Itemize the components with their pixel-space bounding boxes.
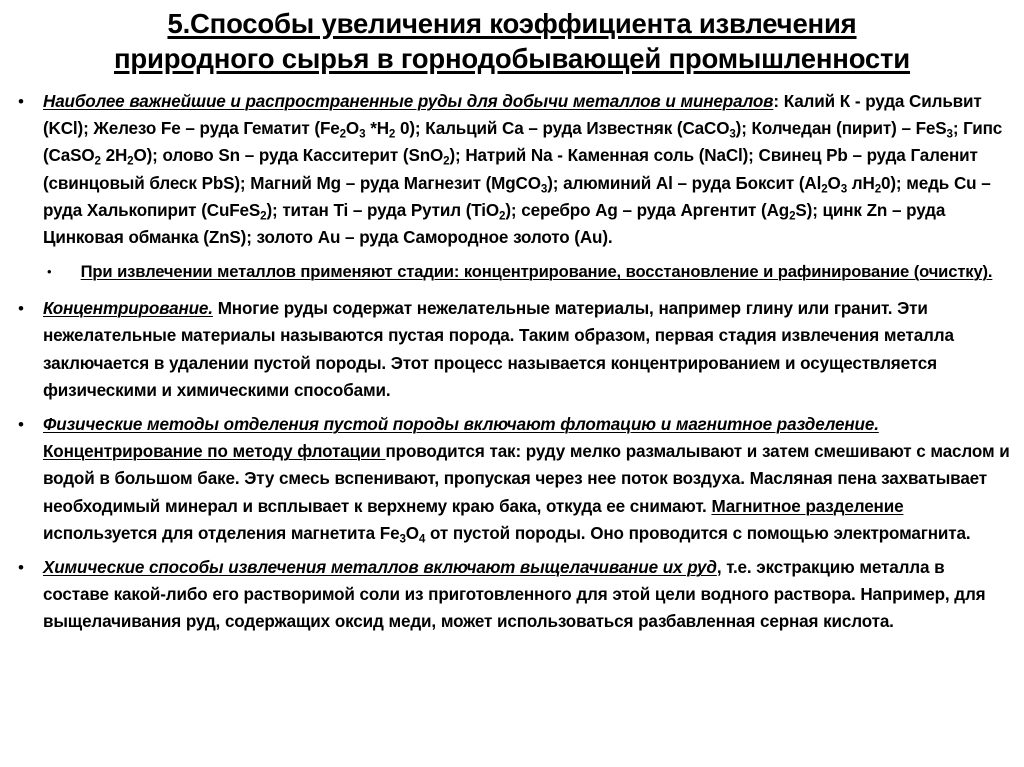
chemical-subscript: 2: [874, 181, 882, 195]
text-run: , т.е. экстракцию металла в составе какой-либо его растворимой соли из приготовленного для этой цели водного раствора. Например, для выщелачивания руд, содержащих оксид меди, может использоваться разбавленная серная кислота.: [43, 558, 986, 632]
text-run: O); олово Sn – руда Касситерит (SnO: [133, 146, 444, 166]
bullet-text: [43, 554, 1010, 636]
text-run: ; Гипс (CaSO: [43, 119, 1003, 166]
bullet-chemical-methods: [10, 554, 1010, 636]
bullet-concentration: [10, 295, 1010, 404]
text-run: Магнитное разделение: [711, 496, 904, 516]
text-run: O: [345, 119, 360, 139]
chemical-subscript: 4: [418, 532, 426, 546]
slide-title: [0, 0, 1024, 76]
chemical-subscript: 2: [821, 181, 828, 195]
bullet-text: [77, 258, 1010, 285]
chemical-subscript: 3: [946, 127, 953, 141]
text-run: ); титан Ti – руда Рутил (TiO: [266, 200, 500, 220]
chemical-subscript: 2: [339, 127, 346, 141]
text-run: Многие руды содержат нежелательные материалы, например глину или гранит. Эти нежелательные материалы называются пустая порода. Таким образом, первая стадия извлечения металла заключается в удалении пустой породы. Этот процесс называется концентрированием и осуществляется физическими и химическими способами.: [43, 299, 954, 400]
bullet-marker: •: [18, 92, 24, 111]
chemical-subscript: 3: [729, 127, 736, 141]
text-run: ); алюминий Al – руда Боксит (Al: [547, 173, 822, 193]
chemical-subscript: 3: [399, 532, 406, 546]
text-run: лН: [847, 173, 875, 193]
text-run: При извлечении металлов применяют стадии: концентрирование, восстановление и рафинирование (очистку).: [80, 262, 993, 282]
text-run: используется для отделения магнетита Fe: [43, 523, 400, 543]
bullet-marker: •: [18, 415, 24, 435]
chemical-subscript: 2: [499, 209, 506, 223]
text-run: *H: [365, 119, 389, 139]
text-run: ); Натрий Na - Каменная соль (NaCl); Свинец Pb – руда Галенит (свинцовый блеск PbS); Магний Mg – руда Магнезит (MgCO: [43, 146, 978, 193]
chemical-subscript: 2: [443, 154, 450, 168]
text-run: Наиболее важнейшие и распространенные руды для добычи металлов и минералов: [43, 92, 774, 111]
chemical-subscript: 2: [260, 209, 267, 223]
text-run: : Калий К - руда Сильвит (KCl); Железо Fe – руда Гематит (Fe: [43, 92, 982, 139]
chemical-subscript: 2: [127, 154, 134, 168]
chemical-subscript: 3: [359, 127, 366, 141]
text-run: проводится так: руду мелко размалывают и затем смешивают с маслом и водой в большом баке. Эту смесь вспенивают, пропуская через нее поток воздуха. Масляная пена захватывает необходимый минерал и всплывает к верхнему краю бака, откуда ее снимают.: [43, 442, 1010, 516]
chemical-subscript: 2: [94, 154, 101, 168]
chemical-subscript: 2: [388, 127, 396, 141]
chemical-subscript: 2: [789, 209, 796, 223]
text-run: S); цинк Zn – руда Цинковая обманка (ZnS); золото Au – руда Самородное золото (Au).: [43, 200, 946, 248]
bullet-marker: •: [18, 558, 24, 578]
text-run: Физические методы отделения пустой породы включают флотацию и магнитное разделение.: [43, 415, 879, 435]
text-run: Концентрирование по методу флотации: [43, 442, 386, 462]
text-run: 0); медь Cu – руда Халькопирит (CuFeS: [43, 173, 991, 220]
text-run: 0); Кальций Ca – руда Известняк (CaCO: [395, 119, 730, 139]
text-run: от пустой породы. Оно проводится с помощью электромагнита.: [425, 523, 971, 543]
text-run: O: [827, 173, 841, 193]
slide-title-line-1: 5.Способы увеличения коэффициента извлечения: [167, 8, 857, 39]
bullet-physical-methods: [10, 411, 1010, 547]
chemical-subscript: 3: [540, 181, 548, 195]
slide-body: [0, 76, 1024, 636]
text-run: ); Колчедан (пирит) – FeS: [735, 119, 947, 139]
text-run: O: [405, 523, 419, 543]
bullet-text: [43, 295, 1010, 404]
bullet-ores-list: [10, 88, 1010, 251]
bullet-extraction-stages: [10, 258, 1010, 285]
bullet-marker: •: [18, 299, 24, 319]
chemical-subscript: 3: [840, 181, 847, 195]
slide-title-line-2: природного сырья в горнодобывающей промышленности: [114, 43, 910, 74]
bullet-marker: •: [47, 264, 52, 280]
text-run: 2H: [100, 146, 128, 166]
text-run: Химические способы извлечения металлов включают выщелачивание их руд: [43, 558, 717, 578]
text-run: Концентрирование.: [43, 299, 213, 319]
text-run: ); серебро Ag – руда Аргентит (Ag: [505, 200, 790, 220]
bullet-text: [43, 411, 1010, 547]
bullet-text: [43, 88, 1010, 251]
